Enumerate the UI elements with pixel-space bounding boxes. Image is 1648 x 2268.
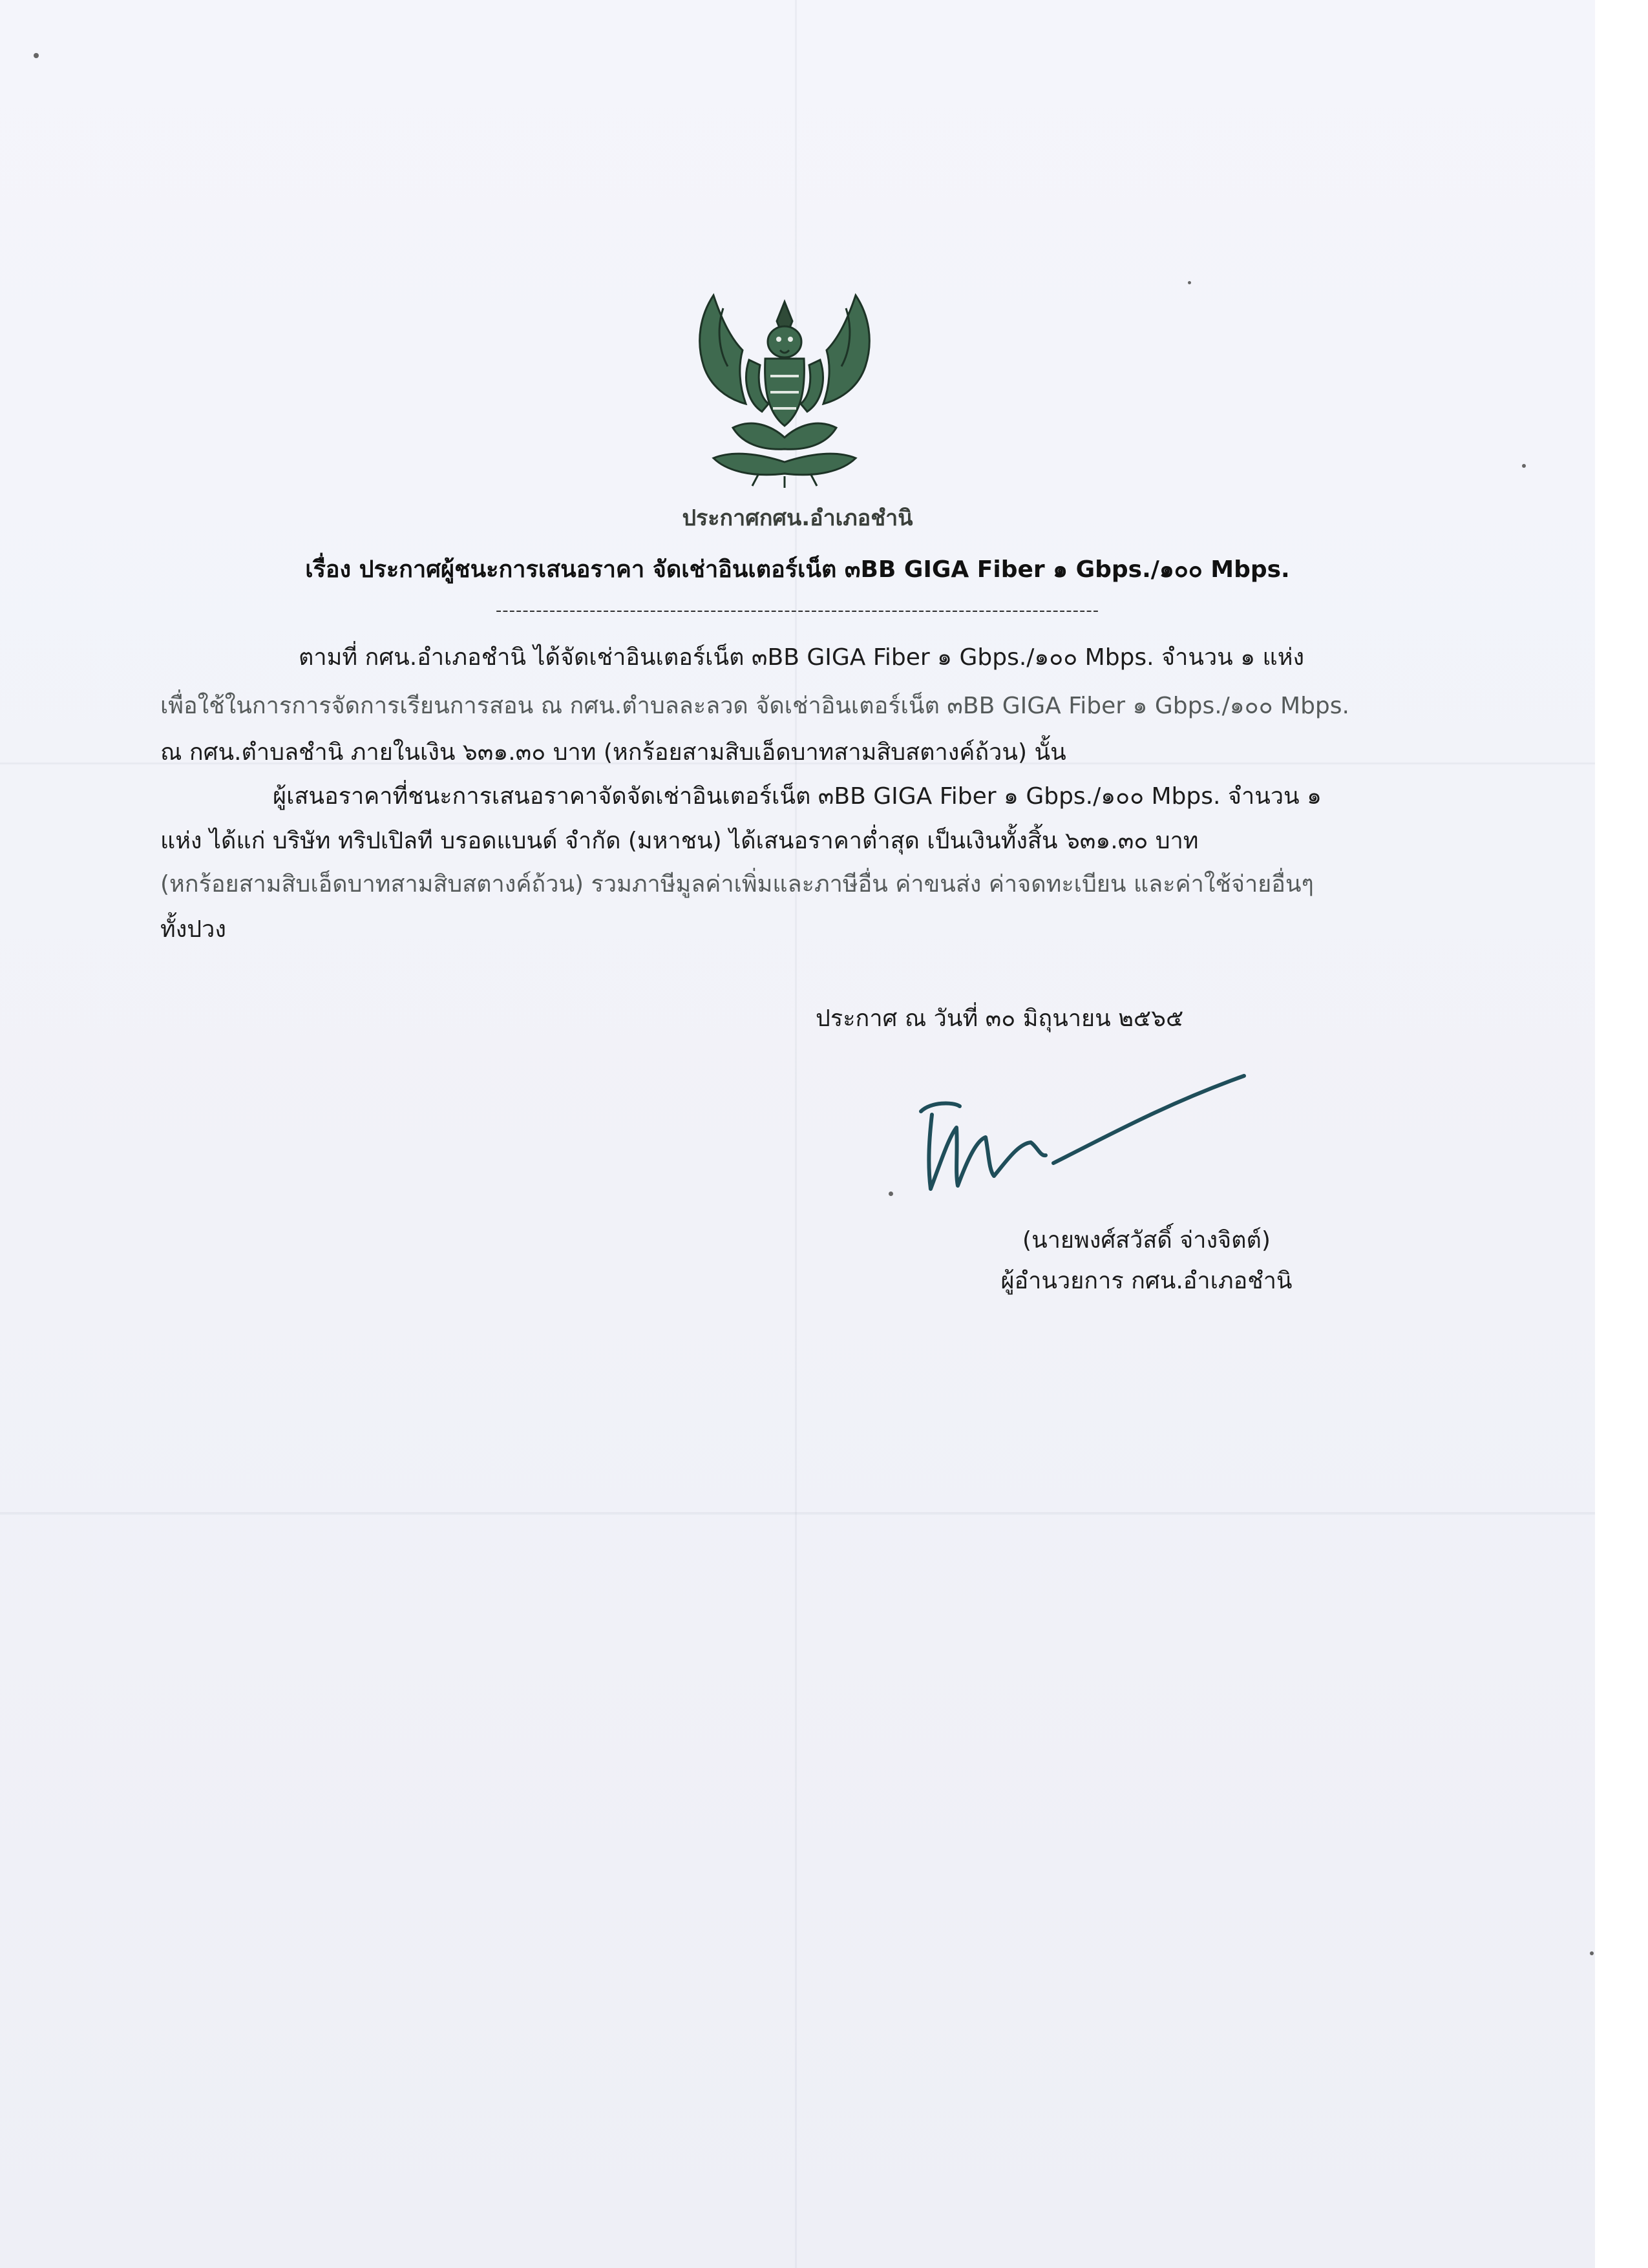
paragraph-2-line-2: แห่ง ได้แก่ บริษัท ทริปเปิลที บรอดแบนด์ จำกัด (มหาชน) ได้เสนอราคาต่ำสุด เป็นเงินทั้งสิ้น ๖๓๑.๓๐ บาท [160,828,1199,854]
paragraph-1-line-2: เพื่อใช้ในการการจัดการเรียนการสอน ณ กศน.ตำบลละลวด จัดเช่าอินเตอร์เน็ต ๓BB GIGA Fiber ๑ Gbps./๑๐๐ Mbps. [160,693,1349,719]
document-subject: เรื่อง ประกาศผู้ชนะการเสนอราคา จัดเช่าอินเตอร์เน็ต ๓BB GIGA Fiber ๑ Gbps./๑๐๐ Mbps. [305,556,1290,583]
paragraph-1-line-3: ณ กศน.ตำบลชำนิ ภายในเงิน ๖๓๑.๓๐ บาท (หกร้อยสามสิบเอ็ดบาทสามสิบสตางค์ถ้วน) นั้น [160,739,1066,766]
scan-margin [1595,0,1648,2268]
paper-speck [34,53,39,58]
handwritten-signature [892,1066,1260,1208]
paper-crease [0,1512,1595,1515]
garuda-emblem-icon [688,289,882,489]
paragraph-1-line-1: ตามที่ กศน.อำเภอชำนิ ได้จัดเช่าอินเตอร์เน็ต ๓BB GIGA Fiber ๑ Gbps./๑๐๐ Mbps. จำนวน ๑ แห่ง [299,644,1305,671]
paragraph-2-line-1: ผู้เสนอราคาที่ชนะการเสนอราคาจัดจัดเช่าอินเตอร์เน็ต ๓BB GIGA Fiber ๑ Gbps./๑๐๐ Mbps. จำนวน ๑ [273,783,1322,810]
paper-speck [1522,464,1526,468]
issuing-agency: ประกาศกศน.อำเภอชำนิ [682,505,913,531]
divider-line: ------------------------------------------------------------------------------------------ [495,601,1100,620]
signer-name: (นายพงศ์สวัสดิ์ จ่างจิตต์) [1022,1227,1271,1254]
paper-speck [1590,1951,1594,1955]
announcement-date: ประกาศ ณ วันที่ ๓๐ มิถุนายน ๒๕๖๕ [816,1005,1184,1032]
paragraph-2-line-3: (หกร้อยสามสิบเอ็ดบาทสามสิบสตางค์ถ้วน) รวมภาษีมูลค่าเพิ่มและภาษีอื่น ค่าขนส่ง ค่าจดทะเบียน และค่าใช้จ่ายอื่นๆ [160,871,1314,898]
paper-speck [1188,281,1191,284]
paragraph-2-line-4: ทั้งปวง [160,916,226,943]
signer-title: ผู้อำนวยการ กศน.อำเภอชำนิ [1000,1268,1293,1294]
